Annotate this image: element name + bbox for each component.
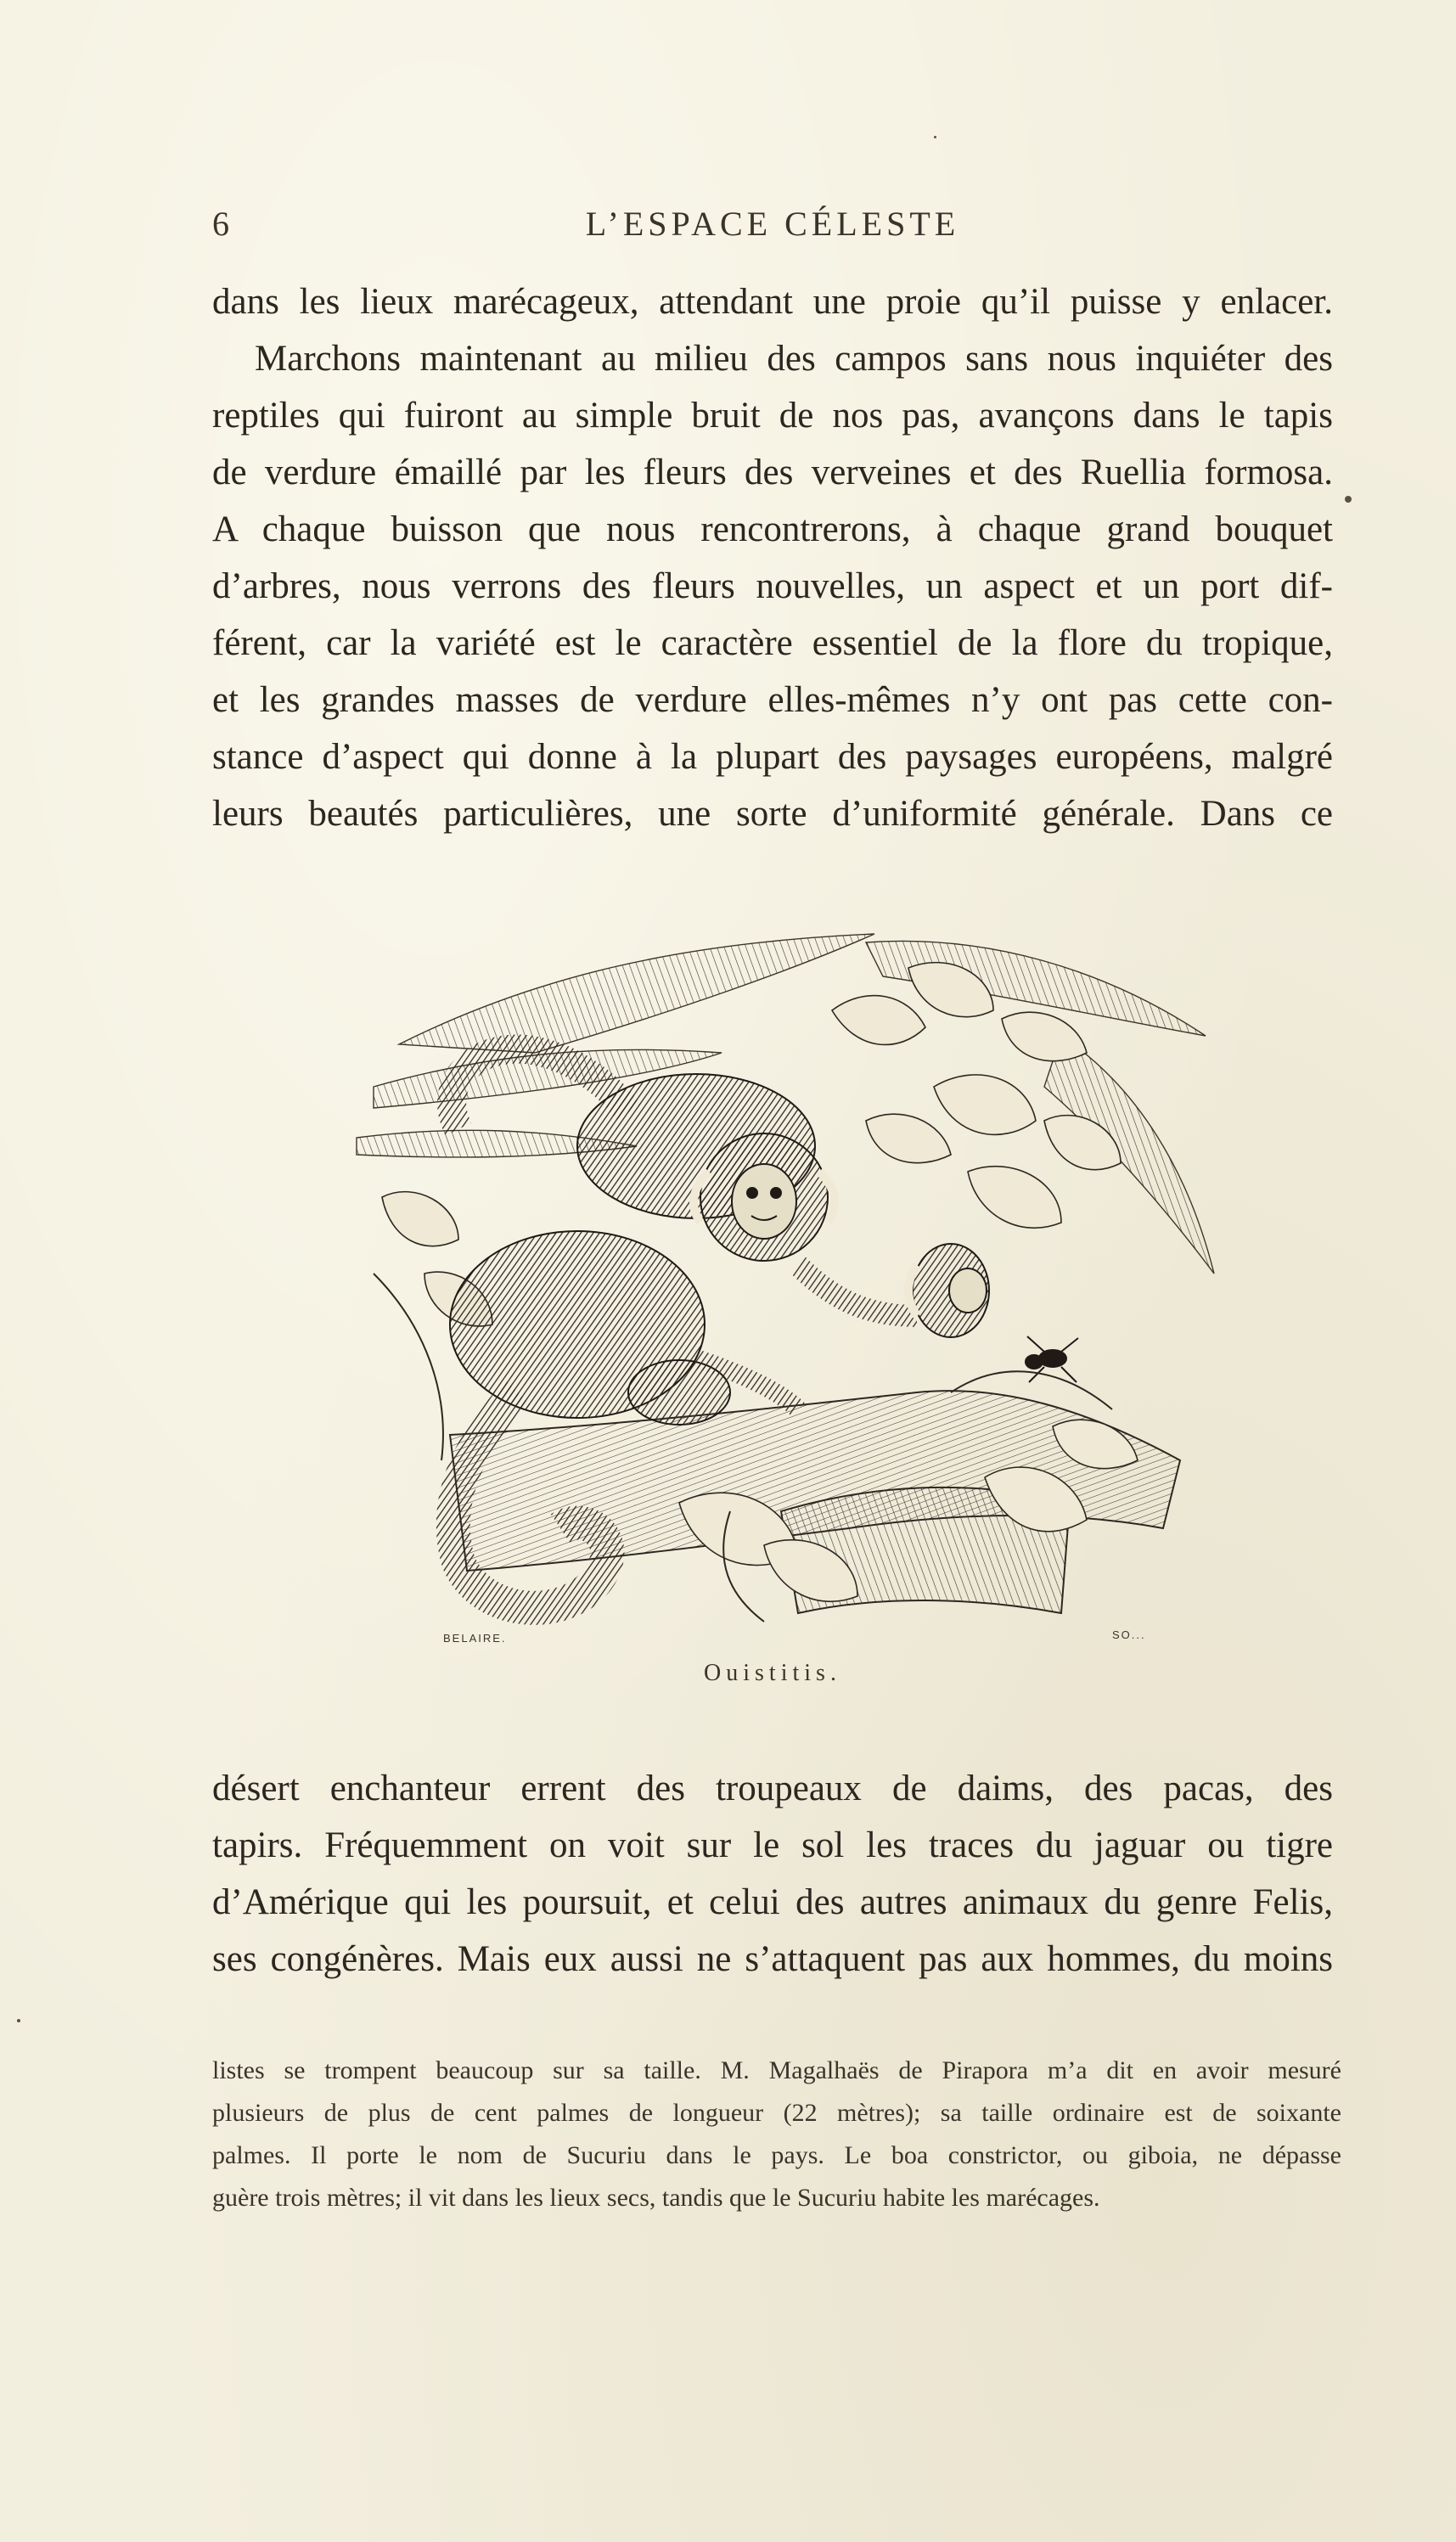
text-line: ses congénères. Mais eux aussi ne s’attaquent pas aux hommes, du moins (212, 1939, 1333, 1979)
text-line: reptiles qui fuiront au simple bruit de nos pas, avançons dans le tapis (212, 396, 1333, 436)
page-number: 6 (212, 205, 229, 243)
ink-speck (934, 136, 936, 138)
text-line: tapirs. Fréquemment on voit sur le sol les traces du jaguar ou tigre (212, 1825, 1333, 1865)
engraving-figure (323, 917, 1240, 1656)
ink-speck (1345, 496, 1352, 503)
figure-caption: Ouistitis. (704, 1660, 841, 1686)
text-line: d’arbres, nous verrons des fleurs nouvelles, un aspect et un port dif- (212, 566, 1333, 606)
footnote-line: plusieurs de plus de cent palmes de longueur (22 mètres); sa taille ordinaire est de soixante (212, 2099, 1341, 2127)
engraver-signature-left: BELAIRE. (443, 1632, 507, 1645)
text-line: stance d’aspect qui donne à la plupart des paysages européens, malgré (212, 737, 1333, 777)
running-head (212, 204, 1333, 255)
paragraph-bottom (212, 1760, 1333, 1988)
text-line: et les grandes masses de verdure elles-mêmes n’y ont pas cette con- (212, 680, 1333, 720)
engraver-signature-right: SO... (1112, 1628, 1146, 1641)
text-line: dans les lieux marécageux, attendant une proie qu’il puisse y enlacer. (212, 282, 1333, 322)
insect (1026, 1336, 1078, 1382)
footnote (212, 2050, 1341, 2219)
text-line: A chaque buisson que nous rencontrerons, à chaque grand bouquet (212, 509, 1333, 549)
footnote-line: listes se trompent beaucoup sur sa taille. M. Magalhaës de Pirapora m’a dit en avoir mesuré (212, 2056, 1341, 2084)
footnote-line: guère trois mètres; il vit dans les lieux secs, tandis que le Sucuriu habite les marécages. (212, 2184, 1100, 2212)
marmosets-engraving (323, 917, 1240, 1656)
text-line: d’Amérique qui les poursuit, et celui des autres animaux du genre Felis, (212, 1882, 1333, 1922)
text-line: Marchons maintenant au milieu des campos sans nous inquiéter des (255, 339, 1333, 379)
text-line: leurs beautés particulières, une sorte d’uniformité générale. Dans ce (212, 794, 1333, 834)
ink-speck (17, 2019, 20, 2022)
text-line: férent, car la variété est le caractère essentiel de la flore du tropique, (212, 623, 1333, 663)
paragraph-top (212, 273, 1333, 842)
footnote-line: palmes. Il porte le nom de Sucuriu dans le pays. Le boa constrictor, ou giboia, ne dépasse (212, 2141, 1341, 2169)
running-title: L’ESPACE CÉLESTE (585, 205, 960, 243)
text-line: de verdure émaillé par les fleurs des verveines et des Ruellia formosa. (212, 453, 1333, 492)
text-line: désert enchanteur errent des troupeaux de daims, des pacas, des (212, 1769, 1333, 1808)
